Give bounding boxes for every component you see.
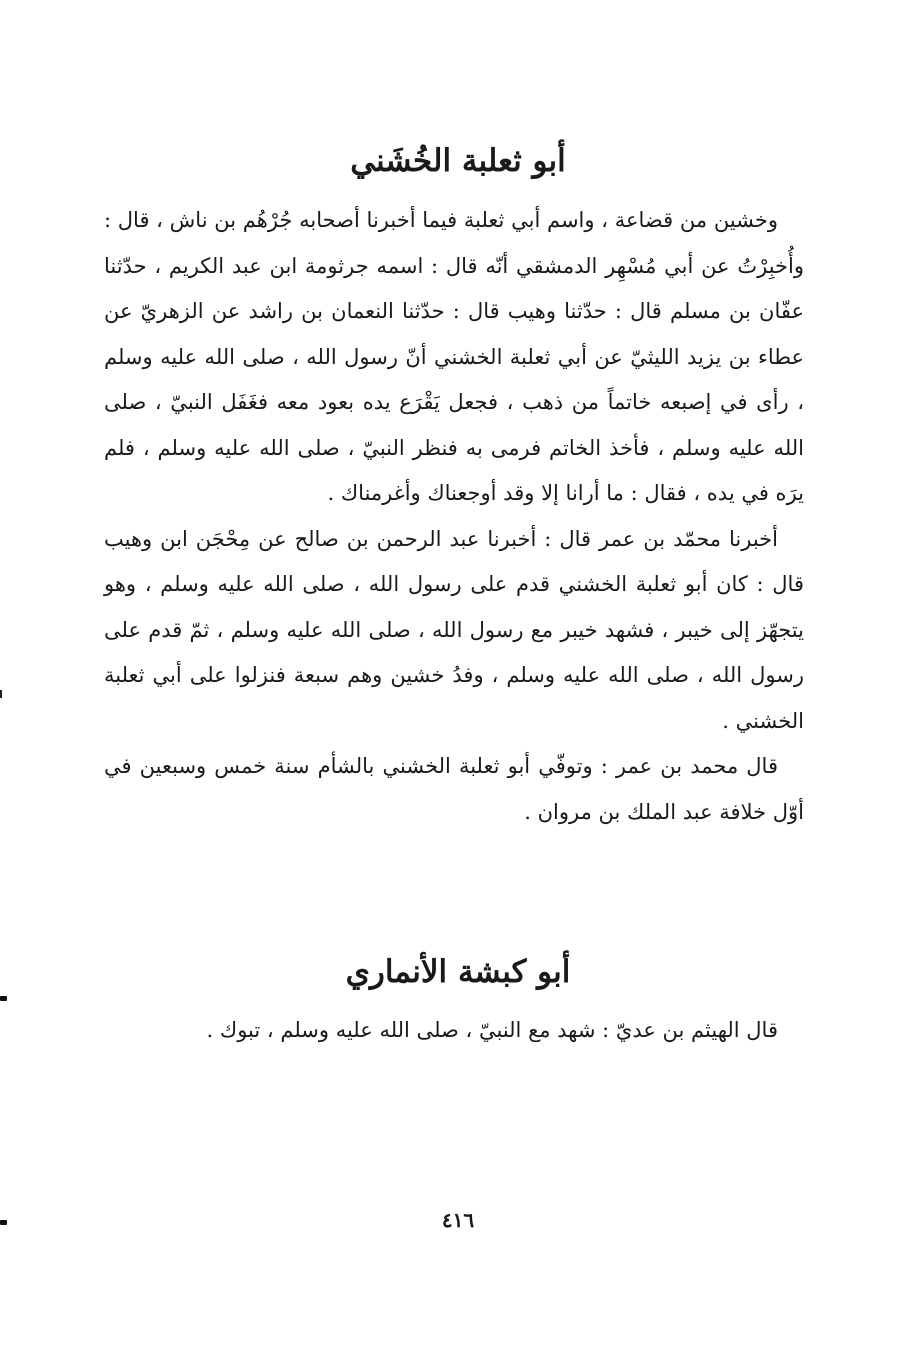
- paragraph: وخشين من قضاعة ، واسم أبي ثعلبة فيما أخبرنا أصحابه جُرْهُم بن ناش ، قال : وأُخبِرْتُ عن أبي مُسْهِر الدمشقي أنّه قال : اسمه جرثومة ابن عبد الكريم ، حدّثنا عفّان بن مسلم قال : حدّثنا وهيب قال : حدّثنا النعمان بن راشد عن الزهريّ عن عطاء بن يزيد الليثيّ عن أبي ثعلبة الخشني أنّ رسول الله ، صلى الله عليه وسلم ، رأى في إصبعه خاتماً من ذهب ، فجعل يَقْرَع يده بعود معه فغَفَل النبيّ ، صلى الله عليه وسلم ، فأخذ الخاتم فرمى به فنظر النبيّ ، صلى الله عليه وسلم ، فلم يرَه في يده ، فقال : ما أرانا إلا وقد أوجعناك وأغرمناك .: [104, 208, 804, 505]
- section-body-abu-kabsha: [104, 1008, 804, 1054]
- section-title-abu-thalaba: أبو ثعلبة الخُشَني: [350, 142, 566, 179]
- paragraph: أخبرنا محمّد بن عمر قال : أخبرنا عبد الرحمن بن صالح عن مِحْجَن ابن وهيب قال : كان أبو ثعلبة الخشني قدم على رسول الله ، صلى الله عليه وسلم ، وهو يتجهّز إلى خيبر ، فشهد خيبر مع رسول الله ، صلى الله عليه وسلم ، ثمّ قدم على رسول الله ، صلى الله عليه وسلم ، وفدُ خشين وهم سبعة فنزلوا على أبي ثعلبة الخشني .: [104, 526, 804, 733]
- paragraph: قال الهيثم بن عديّ : شهد مع النبيّ ، صلى الله عليه وسلم ، تبوك .: [206, 1018, 778, 1042]
- section-title-abu-kabsha: أبو كبشة الأنماري: [345, 953, 571, 990]
- margin-tick: [0, 690, 2, 698]
- page-number: ٤١٦: [441, 1208, 475, 1232]
- paragraph: قال محمد بن عمر : وتوفّي أبو ثعلبة الخشني بالشأم سنة خمس وسبعين في أوّل خلافة عبد الملك بن مروان .: [104, 754, 804, 824]
- margin-mark: [0, 996, 7, 1001]
- section-body-abu-thalaba: [104, 198, 804, 835]
